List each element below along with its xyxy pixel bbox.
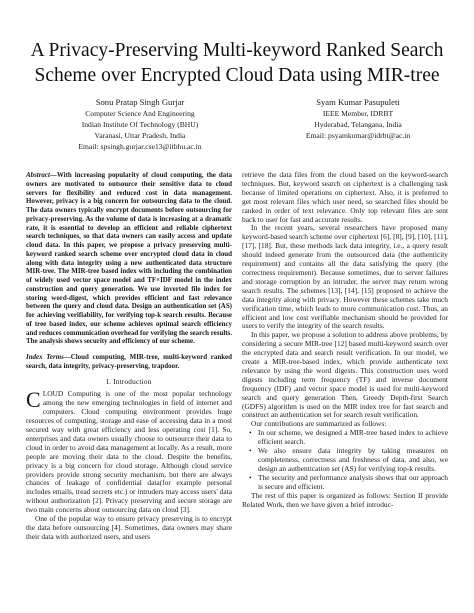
intro-paragraph-1 [26, 387, 232, 515]
contributions-list [242, 429, 448, 491]
author-location: Varanasi, Uttar Pradesh, India [94, 131, 186, 140]
author-block-1 [40, 96, 240, 152]
list-item: • We also ensure data integrity by taking measures on completeness, correctness and freshness of data, and also, we design an authentication set (AS) for verifying top-k results. [249, 446, 448, 473]
contributions-intro: Our contributions are summarized as follows: [251, 419, 387, 429]
author-name: Sonu Pratap Singh Gurjar [95, 97, 185, 107]
body-paragraph: In the recent years, several researchers have proposed many keyword-based search scheme over ciphertext [6], [8], [9], [10], [11], [17], [18]. But, these methods lack data integrity, i.e., a query result should indeed generate from the outsourced data (the authenticity requirement) and contains all the data satisfying the query (the correctness requirement). Because sometimes, due to server failures and storage corruption by an intruder, the server may return wrong search results. The schemes [13], [14], [15] proposed to achieve the data integrity along with privacy. However these schemes take much verification time, which leads to more communication cost. Thus, an efficient and low cost verifiable mechanism should be provided for users to verify the integrity of the search results. [242, 223, 448, 331]
list-item: • The security and performance analysis shows that our approach is secure and efficient. [249, 472, 448, 491]
author-block-2 [278, 96, 438, 141]
body-paragraph: In this paper, we propose a solution to address above problems, by considering a secure MIR-tree [12] based multi-keyword search over the encrypted data and search result verification. In our model, we create a MIR-tree-based index, which provide authenticate text relevance by using the word digests. This construction uses word digests including term frequency (TF) and inverse document frequency (IDF) ,and vector space model is used for multi-keyword search and query generation Then, Greedy Depth-first Search (GDFS) algorithm is used on the MIR index tree for fast search and construct an authentication set for search result verification. [242, 330, 448, 420]
abstract-text: With increasing popularity of cloud computing, the data owners are motivated to outsource their sensitive data to cloud servers for flexibility and reduced cost in data management. However, privacy is a big concern for outsourcing data to the cloud. The data owners typically encrypt documents before outsourcing for privacy-preserving. As the volume of data is increasing at a dramatic rate, it is essential to develop an efficient and reliable ciphertext search techniques, so that data owners can easily access and update cloud data. In this paper, we propose a privacy preserving multi-keyword ranked search scheme over encrypted cloud data in cloud along with data integrity using a new authenticated data structure MIR-tree. The MIR-tree based index with including the combination of widely used vector space model and TF×IDF model in the index construction and query generation. We use inverted file index for storing word-digest, which provides efficient and fast relevance between the query and cloud data. Design an authentication set (AS) for achieving verifiability, for verifying top-k search results. Because of tree based index, our scheme achieves optimal search efficiency and reduces communication overhead for verifying the search results. The analysis shows security and efficiency of our scheme. [26, 171, 232, 346]
intro-paragraph-2: One of the popular way to ensure privacy preserving is to encrypt the data before outsourcing [4]. Sometimes, data owners may share their data with authorized users, and users [26, 514, 232, 541]
bullet-icon: • [249, 428, 252, 438]
section-heading: I. Introduction [106, 376, 152, 386]
index-terms: Index Terms—Cloud computing, MIR-tree, multi-keyword ranked search, data integrity, privacy-preserving, trapdoor. [26, 353, 232, 370]
author-affiliation: IEEE Member, IDRBT [322, 109, 394, 118]
author-email: Email: psyamkumar@idrbt@ac.in [305, 131, 411, 140]
author-affiliation: Computer Science And Engineering [85, 109, 195, 118]
bullet-icon: • [249, 446, 252, 456]
body-paragraph: retrieve the data files from the cloud based on the keyword-search techniques. But, keyword search on ciphertext is a challenging task because of limited operations on ciphertext. Also, it is preferred to get most relevant files which user need, so searched files should be ranked in order of text relevance. Only top relevant files are sent back to user for fast and accurate results. [242, 170, 448, 224]
right-column [242, 171, 448, 509]
index-terms-text: Cloud computing, MIR-tree, multi-keyword ranked search, data integrity, privacy-preserving, trapdoor. [26, 353, 232, 370]
author-name: Syam Kumar Pasupuleti [316, 97, 400, 107]
drop-cap: C [26, 387, 41, 413]
index-terms-label: Index Terms [26, 353, 64, 361]
list-item: • In our scheme, we designed a MIR-tree based index to achieve efficient search. [249, 428, 448, 447]
body-paragraph: The rest of this paper is organized as follows: Section II provide Related Work, then we have given a brief introduc- [242, 490, 448, 509]
intro-paragraph-1-text: LOUD Computing is one of the most popular technology among the new emerging technologies in field of internet and computers. Cloud computing environment provides huge resources of computing, storage and ease of accessing data in a most secured way with great efficiency and less operating cost [1]. So, enterprises and data owners usually choose to outsource their data to cloud in order to avoid data management at locally. As a result, more people are moving their data to the cloud. Despite the benefits, privacy is a big concern for cloud storage. Although cloud service providers provide strong security mechanism, but there are always chances of leakage of confidential data(for example personal includes emails, tread secrets etc.) or intruders may access users' data without authorization [2]. Privacy preserving and secure storage are two main concerns about outsourcing data on cloud [3]. [26, 389, 232, 515]
abstract: Abstract—With increasing popularity of cloud computing, the data owners are motivated to outsource their sensitive data to cloud servers for flexibility and reduced cost in data management. However, privacy is a big concern for outsourcing data to the cloud. The data owners typically encrypt documents before outsourcing for privacy-preserving. As the volume of data is increasing at a dramatic rate, it is essential to develop an efficient and reliable ciphertext search techniques, so that data owners can easily access and update cloud data. In this paper, we propose a privacy preserving multi-keyword ranked search scheme over encrypted cloud data in cloud along with data integrity using a new authenticated data structure MIR-tree. The MIR-tree based index with including the combination of widely used vector space model and TF×IDF model in the index construction and query generation. We use inverted file index for storing word-digest, which provides efficient and fast relevance between the query and cloud data. Design an authentication set (AS) for achieving verifiability, for verifying top-k search results. Because of tree based index, our scheme achieves optimal search efficiency and reduces communication overhead for verifying the search results. The analysis shows security and efficiency of our scheme. [26, 171, 232, 346]
author-location: Hyderabad, Telangana, India [314, 120, 402, 129]
abstract-label: Abstract [26, 171, 50, 179]
paper-title: A Privacy-Preserving Multi-keyword Ranked Search Scheme over Encrypted Cloud Data using MIR-tree [30, 40, 444, 86]
bullet-icon: • [249, 472, 252, 482]
author-email: Email: spsingh.gurjar.cse13@itbhu.ac.in [78, 142, 202, 151]
left-column [26, 171, 232, 542]
author-affiliation: Indian Institute Of Technology (BHU) [81, 120, 199, 129]
